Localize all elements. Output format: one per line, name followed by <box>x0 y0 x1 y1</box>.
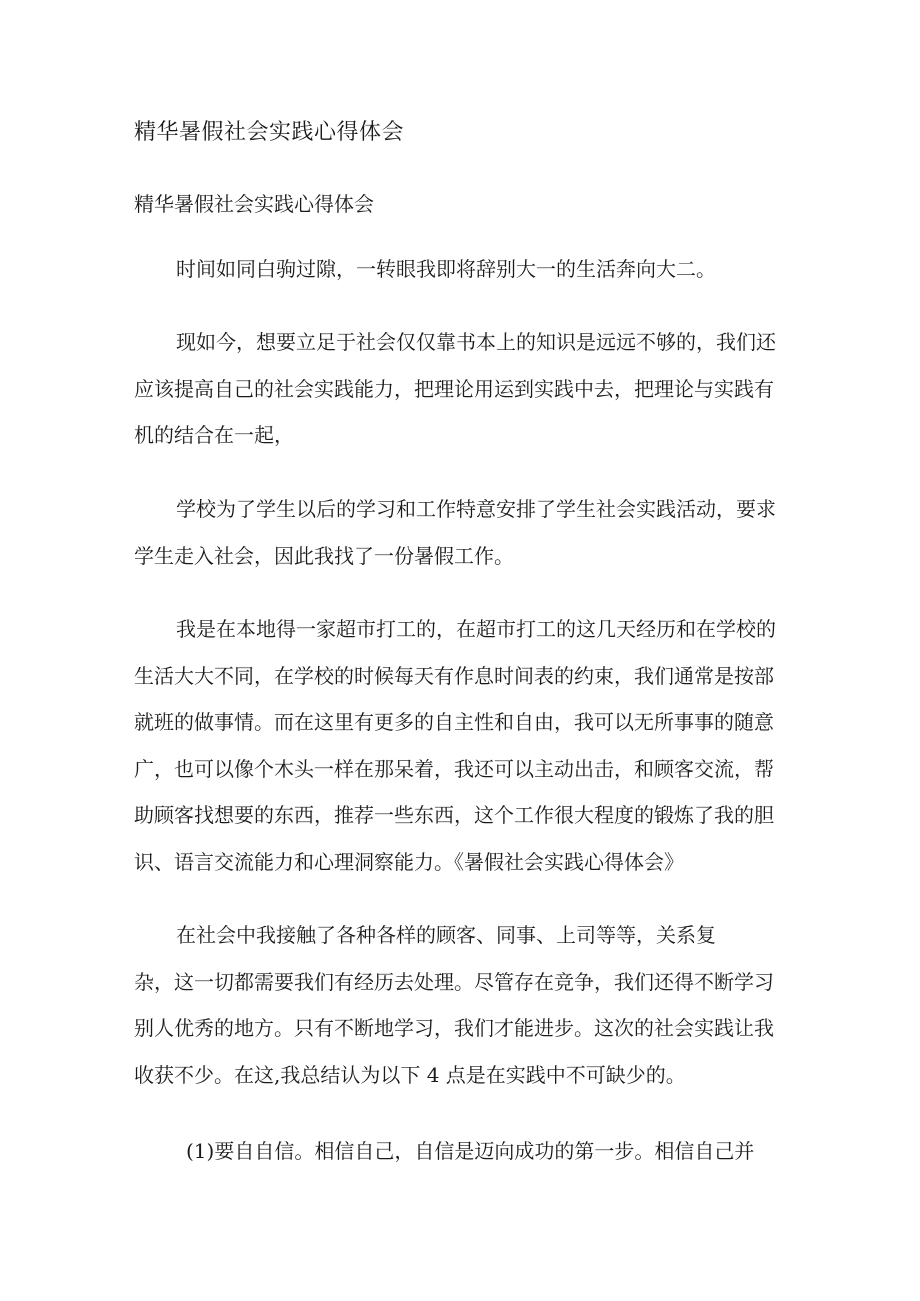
paragraph-line: 学校为了学生以后的学习和工作特意安排了学生社会实践活动，要求 <box>176 497 776 521</box>
document-subtitle: 精华暑假社会实践心得体会 <box>134 192 374 216</box>
paragraph-line: 生活大大不同，在学校的时候每天有作息时间表的约束，我们通常是按部 <box>134 663 774 688</box>
paragraph-2 <box>134 319 794 459</box>
paragraph-line: 现如今，想要立足于社会仅仅靠书本上的知识是远远不够的，我们还 <box>176 330 776 354</box>
paragraph-line: 应该提高自己的社会实践能力，把理论用运到实践中去，把理论与实践有 <box>134 376 774 401</box>
paragraph-line: 助顾客找想要的东西，推荐一些东西，这个工作很大程度的锻炼了我的胆 <box>134 803 774 827</box>
paragraph-4 <box>134 606 794 885</box>
paragraph-6 <box>134 1128 794 1175</box>
document-title: 精华暑假社会实践心得体会 <box>134 120 405 145</box>
paragraph-line: 就班的做事情。而在这里有更多的自主性和自由，我可以无所事事的随意 <box>134 710 774 734</box>
paragraph-1 <box>134 246 794 293</box>
paragraph-3 <box>134 486 794 579</box>
paragraph-5 <box>134 912 794 1098</box>
paragraph-line: 学生走入社会，因此我找了一份暑假工作。 <box>134 543 514 568</box>
paragraph-line: 我是在本地得一家超市打工的，在超市打工的这几天经历和在学校的 <box>176 617 776 641</box>
paragraph-line: 别人优秀的地方。只有不断地学习，我们才能进步。这次的社会实践让我 <box>134 1016 774 1040</box>
paragraph-line: 收获不少。在这,我总结认为以下 4 点是在实践中不可缺少的。 <box>134 1062 686 1087</box>
paragraph-line: 识、语言交流能力和心理洞察能力。《暑假社会实践心得体会》 <box>134 849 684 874</box>
paragraph-line: 在社会中我接触了各种各样的顾客、同事、上司等等，关系复 <box>176 923 716 947</box>
paragraph-line: 机的结合在一起， <box>134 423 294 447</box>
paragraph-line: 杂，这一切都需要我们有经历去处理。尽管存在竞争，我们还得不断学习 <box>134 969 774 994</box>
paragraph-line: 广，也可以像个木头一样在那呆着，我还可以主动出击，和顾客交流，帮 <box>134 756 774 781</box>
paragraph-line: 时间如同白驹过隙，一转眼我即将辞别大一的生活奔向大二。 <box>176 257 716 281</box>
paragraph-line: (1)要自自信。相信自己，自信是迈向成功的第一步。相信自己并 <box>186 1139 755 1163</box>
